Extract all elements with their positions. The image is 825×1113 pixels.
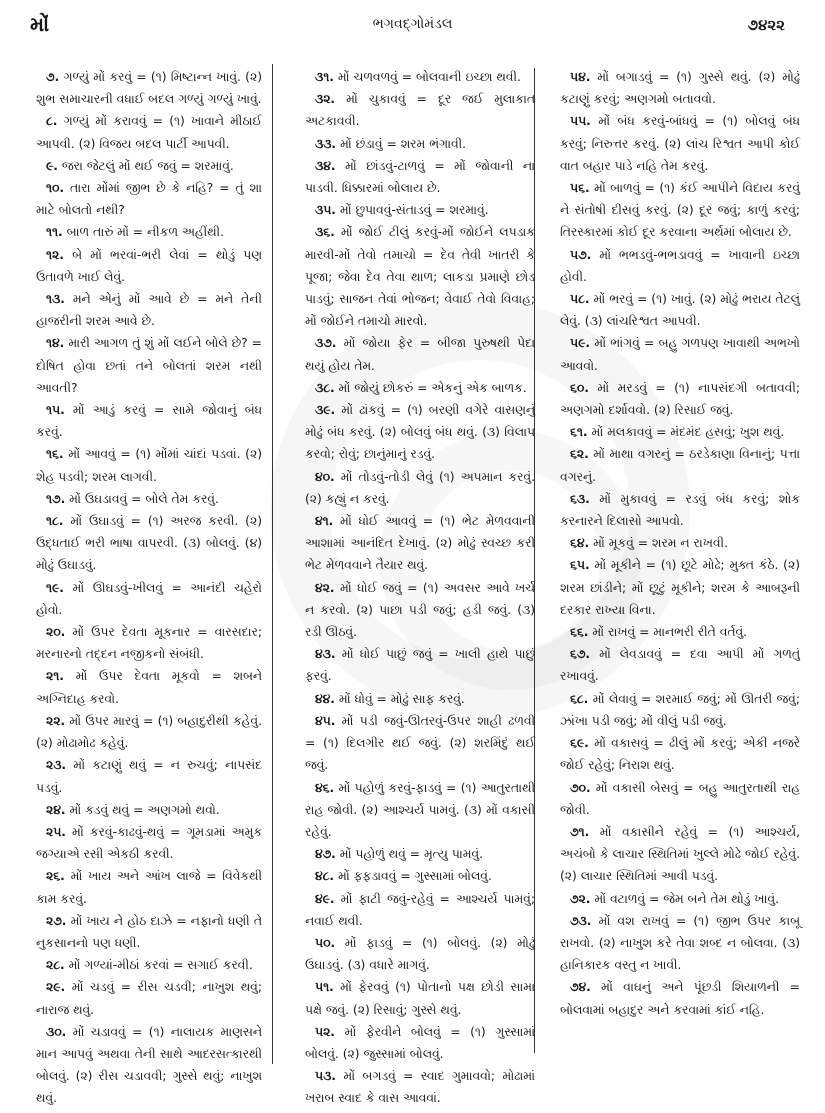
entry-text: મોં ધોઈ પાછું જવું = ખાલી હાથે પાછું ફરવું. [305,647,535,684]
dictionary-entry [305,377,535,399]
entry-number: ૬૯. [570,736,589,751]
entry-text: મોં ઉપર દેવતા મૂકવો = શબને અગ્નિદાહ કરવો. [36,669,262,706]
dictionary-entry [560,976,800,1020]
dictionary-entry [36,177,262,221]
column-right [560,66,800,1021]
dictionary-entry [305,777,535,844]
dictionary-entry [36,399,262,443]
entry-text: મોં ઉઘડાવવું = બોલે તેમ કરવું. [69,491,219,506]
entry-number: ૨૯. [46,980,66,995]
dictionary-entry [560,532,800,554]
entry-number: ૭૦. [570,780,591,795]
dictionary-entry [560,377,800,421]
entry-text: મોં ફફડાવવું = ગુસ્સામાં બોલવું. [337,869,492,884]
entry-number: ૬૫. [570,558,590,573]
entry-text: મને એનું મોં આવે છે = મને તેની હાજરીની શરમ આવે છે. [36,292,262,329]
entry-number: ૬૦. [570,380,589,395]
entry-text: મોં વકાસવું = ઢીલું મોં કરવું; એકી નજરે જોઈ રહેવું; નિરાશ થવું. [560,736,800,773]
dictionary-entry [560,488,800,532]
entry-text: મોં ફેરવવું (૧) પોતાનો પક્ષ છોડી સામા પક્ષે જવું. (૨) રિસાવું; ગુસ્સે થવું. [305,980,535,1017]
entry-number: ૪૭. [315,847,336,862]
entry-text: મોં તોડવું-તોડી લેવું (૧) અપમાન કરવું. (૨) કહ્યું ન કરવું. [305,469,535,506]
dictionary-entry [305,510,535,577]
entry-number: ૭૨. [570,891,591,906]
entry-text: મોં જોઈ ટીલું કરવું-મોં જોઈને લપડાક મારવી-મોં તેવો તમાચો = દેવ તેવી ખાતરી કે પૂજા; જેવા દેવ તેવા થાળ; લાકડા પ્રમાણે છોડ પાડવું; સાજન તેવાં ભોજન; વેવાઈ તેવો વિવાહ; મોં જોઈને તમાચો મારવો. [305,225,535,329]
dictionary-entry [560,910,800,977]
entry-number: ૫૨. [315,1024,335,1039]
entry-text: મોં મૂકીને = (૧) છૂટે મોઢે; મુક્ત કંઠે. (૨) શરમ છાંડીને; મોં છૂટું મૂકીને; શરમ કે આબરૂની દરકાર રાખ્યા વિના. [560,558,800,617]
dictionary-entry [36,244,262,288]
entry-text: મોં બાળવું = (૧) કંઈ આપીને વિદાય કરવું ને સંતોષી દીસવું કરવું. (૨) દૂર જવું; કાળું કરવું; તિરસ્કારમાં કોઈ દૂર કરવાના અર્થમાં બોલાય છે. [560,181,800,240]
dictionary-entry [305,888,535,932]
entry-number: ૨૭. [46,913,67,928]
dictionary-entry [305,932,535,976]
entry-number: ૩૫. [315,203,336,218]
entry-number: ૩૯. [315,403,336,418]
entry-number: ૬૭. [570,647,591,662]
entry-text: મોં વકાસીને રહેવું = (૧) આશ્ચર્ય, અચંબો કે લાચાર સ્થિતિમાં ખુલ્લે મોઢે જોઈ રહેવું. (૨) લાચાર સ્થિતિમાં આવી પડવું. [560,824,800,884]
entry-number: ૧૮. [46,514,64,529]
entry-number: ૪૦. [315,469,335,484]
entry-number: ૩૭. [315,336,337,351]
entry-text: મોં વાઘનું અને પૂંછડી શિયાળની = બોલવામાં બહાદુર અને કરવામાં કાંઈ નહિ. [560,980,800,1017]
entry-text: મોં ફાડવું = (૧) બોલવું. (૨) મોઢું ઉઘાડવું. (૩) વધારે માગવું. [305,935,535,973]
dictionary-entry [36,665,262,709]
entry-text: મોં વટાળવું = જેમ બને તેમ થોડું ખાવું. [594,891,779,906]
entry-number: ૪૪. [315,691,335,706]
entry-text: મોં ઉઘાડવું = (૧) અરજ કરવી. (૨) ઉદ્ધતાઈ ભરી ભાષા વાપરવી. (૩) બોલવું. (૪) મોઢું ઉઘાડવું. [36,514,262,573]
dictionary-entry [36,799,262,821]
dictionary-entry [305,66,535,88]
entry-number: ૧૩. [46,292,65,307]
dictionary-entry [560,110,800,177]
entry-text: મોં ખાય ને હોઠ દાઝે = નફાનો ધણી તે નુકસાનનો પણ ધણી. [36,913,262,950]
entry-number: ૪૧. [315,514,334,529]
dictionary-entry [36,443,262,487]
entry-number: ૯. [46,158,58,173]
entry-text: જરા જેટલું મોં થઈ જવું = શરમાવું. [61,158,234,173]
entry-text: મોં ફેરવીને બોલવું = (૧) ગુસ્સામાં બોલવું. (૨) જુસ્સામાં બોલવું. [305,1024,535,1061]
dictionary-entry [36,221,262,243]
entry-number: ૬૨. [570,447,589,462]
entry-text: મોં પડી જવું-ઊતરવું-ઉપર શાહી ઢળવી = (૧) દિલગીર થઈ જવું. (૨) શરમિંદું થઈ જવું. [305,713,535,773]
dictionary-entry [305,133,535,155]
entry-text: મોં જોયા ફેર = બીજા પુરુષથી પેદા થયું હોય તેમ. [305,336,535,373]
column-middle [305,66,535,1110]
dictionary-entry [36,332,262,399]
entry-text: મોં બગડવું = સ્વાદ ગુમાવવો; મોઢામાં ખરાબ સ્વાદ કે વાસ આવવાં. [305,1069,535,1106]
entry-number: ૧૦. [46,181,65,196]
entry-text: મોં રાખવું = માનભરી રીતે વર્તવું. [592,625,748,640]
entry-text: મોં ખાય અને આંખ લાજે = વિવેકથી કામ કરવું. [36,869,262,906]
entry-text: બાળ તારું મોં = નીકળ અહીંથી. [66,225,224,240]
entry-number: ૧૧. [46,225,63,240]
entry-text: મોં મૂકવું = શરમ ન રાખવી. [593,536,728,551]
entry-text: મોં મુકાવવું = રડવું બંધ કરવું; શોક કરનારને દિલાસો આપવો. [560,491,800,529]
entry-number: ૩૪. [315,158,336,173]
entry-text: મોં ધોવું = મોઢું સાફ કરવું. [338,691,465,706]
entry-number: ૪૮. [315,869,335,884]
entry-number: ૪૩. [315,647,336,662]
entry-number: ૭૧. [570,824,590,839]
entry-text: મોં પહોળું થવું = મૃત્યુ પામવું. [339,847,483,862]
entry-number: ૫૬. [570,181,590,196]
entry-number: ૩૬. [315,225,335,240]
dictionary-entry [36,577,262,621]
entry-number: ૨૮. [46,958,65,973]
entry-number: ૪૨. [315,580,335,595]
dictionary-entry [560,554,800,621]
dictionary-entry [36,821,262,865]
dictionary-entry [305,221,535,332]
dictionary-entry [560,643,800,687]
entry-number: ૬૪. [570,536,590,551]
dictionary-entry [305,710,535,777]
dictionary-entry [560,443,800,487]
entry-number: ૬૩. [570,491,590,506]
entry-number: ૬૮. [570,691,589,706]
entry-text: મોં ચડવું = રીસ ચડવી; નાખુશ થવું; નારાજ થવું. [36,980,262,1017]
dictionary-entry [560,888,800,910]
entry-text: મોં છંડાવું = શરમ ભંગાવી. [339,136,467,151]
entry-text: મોં ઉપર મારવું = (૧) બહાદુરીથી કહેવું. (૨) મોઢામોઢ કહેવું. [36,713,262,751]
entry-text: મોં કડવું થવું = અણગમો થવો. [69,802,220,817]
entry-text: મોં લેવડાવવું = દવા આપી મોં ગળતું રખાવવું. [560,647,800,684]
entry-text: મોં આવવું = (૧) મોંમાં ચાંદાં પડવાં. (૨) શેહ પડવી; શરમ લાગવી. [36,447,262,484]
entry-text: મોં બગાડવું = (૧) ગુસ્સે થવું. (૨) મોઢું કટાણું કરવું; અણગમો બતાવવો. [560,70,800,107]
entry-number: ૪૬. [315,780,335,795]
dictionary-entry [36,910,262,954]
dictionary-entry [36,976,262,1020]
dictionary-entry [36,754,262,798]
entry-number: ૮. [46,114,58,129]
entry-text: મોં ચુકાવવું = દૂર જઈ મુલાકાત અટકાવવી. [305,92,535,129]
entry-number: ૨૪. [46,802,66,817]
dictionary-entry [305,1021,535,1065]
entry-text: મોં લેવાવું = શરમાઈ જવું; મોં ઊતરી જવું; ઝાંખા પડી જવું; મોં વીલું પડી જવું. [560,691,800,728]
entry-number: ૫૭. [570,247,592,262]
dictionary-entry [305,643,535,687]
entry-text: મોં છાંડવું-ટાળવું = મોં જોવાની ના પાડવી. ધિક્કારમાં બોલાય છે. [305,158,535,196]
entry-text: મોં ચળવળવું = બોલવાની ઇચ્છા થવી. [337,70,521,84]
entry-number: ૫૧. [315,980,334,995]
entry-text: મોં ધોઈ આવવું = (૧) ભેટ મેળવવાની આશામાં આનંદિત દેખાવું. (૨) મોઢું સ્વચ્છ કરી ભેટ મેળવવાને તૈયાર થવું. [305,514,535,573]
entry-text: મોં મલકાવવું = મંદમંદ હસવું; ખુશ થવું. [591,425,785,440]
dictionary-entry [560,421,800,443]
entry-number: ૨૧. [46,669,64,684]
entry-number: ૩૮. [315,380,335,395]
dictionary-entry [305,466,535,510]
dictionary-entry [560,332,800,376]
entry-text: મોં જોયું છોકરું = એકનું એક બાળક. [338,380,527,395]
dictionary-entry [560,66,800,110]
dictionary-entry [305,865,535,887]
entry-number: ૫૮. [570,292,590,307]
entry-number: ૧૭. [46,491,66,506]
entry-text: મોં માથા વગરનું = ઠરડેકાણા વિનાનું; પત્તા વગરનું. [560,447,800,484]
dictionary-entry [36,1021,262,1110]
entry-text: મોં ઢાંકવું = (૧) બરણી વગેરે વાસણનું મોઢું બંધ કરવું. (૨) બોલવું બંધ થવું. (૩) વિલાપ કરવો; રોવું; છાનુંમાનું રડવું. [305,403,535,462]
dictionary-entry [305,199,535,221]
header-headword: મોં [30,12,50,36]
entry-number: ૨૩. [46,758,67,773]
entry-number: ૧૯. [46,580,64,595]
dictionary-entry [560,288,800,332]
entry-number: ૨૦. [46,625,66,640]
dictionary-entry [36,66,262,110]
dictionary-entry [560,732,800,776]
dictionary-entry [305,332,535,376]
entry-number: ૧૫. [46,403,65,418]
dictionary-entry [560,777,800,821]
entry-text: મોં ચડાવવું = (૧) નાલાયક માણસને માન આપવું અથવા તેની સાથે આદરસત્કારથી બોલવું. (૨) રીસ ચડાવવી; ગુસ્સે થવું; નાખુશ થવું. [36,1024,262,1106]
entry-text: મોં ધોઈ જવું = (૧) અવસર આવે ખર્ચ ન કરવો. (૨) પાછા પડી જવું; હડી જવું. (૩) રડી ઊઠવું. [305,580,535,640]
entry-number: ૩૧. [315,70,334,84]
column-left [36,66,262,1110]
header-title: ભગવદ્ગોમંડલ [372,16,453,32]
entry-text: મોં ગળ્યાં-મીઠાં કરવાં = સગાઈ કરવી. [68,958,253,973]
dictionary-entry [36,710,262,754]
dictionary-entry [560,244,800,288]
dictionary-entry [36,288,262,332]
entry-text: મારી આગળ તું શું મોં લઈને બોલે છે? = દોષિત હોવા છતાં તને બોલતાં શરમ નથી આવતી? [36,336,262,395]
entry-number: ૭૪. [570,980,591,995]
entry-text: મોં કરવું-કાઢવું-થવું = ગૂમડામાં અમુક જગ્યાએ રસી એકઠી કરવી. [36,824,262,862]
entry-text: મોં ભભડવું-ભભડાવવું = ખાવાની ઇચ્છા હોવી. [560,247,800,284]
entry-number: ૫૪. [570,70,591,84]
entry-text: મોં વકાસી બેસવું = બહુ આતુરતાથી રાહ જોવી. [560,780,800,817]
entry-number: ૭. [46,70,60,84]
entry-number: ૫૩. [315,1069,336,1084]
entry-text: મોં કટાણું થવું = ન રુચવું; નાપસંદ પડવું. [36,758,262,795]
entry-number: ૧૪. [46,336,65,351]
dictionary-entry [305,1065,535,1109]
column-divider [272,64,273,1064]
entry-text: મોં ઊઘડવું-ખીલવું = આનંદી ચહેરો હોવો. [36,580,262,617]
dictionary-entry [36,954,262,976]
entry-number: ૫૫. [570,114,591,129]
page-number: ૭૪૨૨ [747,16,785,34]
dictionary-entry [305,976,535,1020]
dictionary-entry [305,399,535,466]
dictionary-entry [560,621,800,643]
dictionary-entry [560,688,800,732]
dictionary-entry [305,88,535,132]
entry-number: ૬૧. [570,425,588,440]
dictionary-entry [36,488,262,510]
dictionary-entry [305,155,535,199]
entry-number: ૫૯. [570,336,591,351]
entry-number: ૫૦. [315,935,336,950]
entry-text: મોં છુપાવવું-સંતાડવું = શરમાવું. [339,203,489,218]
dictionary-entry [305,843,535,865]
dictionary-entry [560,821,800,888]
page-header [0,12,825,42]
entry-number: ૩૨. [315,92,336,107]
entry-number: ૩૦. [46,1024,67,1039]
dictionary-entry [36,155,262,177]
dictionary-entry [36,621,262,665]
entry-text: તારા મોંમાં જીભ છે કે નહિ? = તું શા માટે બોલતો નથી? [36,181,262,218]
entry-number: ૨૨. [46,713,66,728]
entry-number: ૬૬. [570,625,589,640]
entry-text: મોં બંધ કરવું-બાંધવું = (૧) બોલવું બંધ કરવું; નિરુત્તર કરવું. (૨) લાંચ રિશ્વત આપી કોઈ વાત બહાર પાડે નહિ તેમ કરવું. [560,114,800,173]
entry-text: મોં ભરવું = (૧) ખાવું. (૨) મોઢું ભરાય તેટલું લેવું. (૩) લાંચરિશ્વત આપવી. [560,292,800,329]
entry-text: મોં વશ રાખવું = (૧) જીભ ઉપર કાબૂ રાખવો. (૨) નાખુશ કરે તેવા શબ્દ ન બોલવા. (૩) હાનિકારક વસ્તુ ન ખાવી. [560,913,800,973]
entry-text: મોં ભાંગવું = બહુ ગળપણ ખાવાથી અભખો આવવો. [560,336,800,373]
dictionary-entry [36,110,262,154]
entry-number: ૪૫. [315,713,336,728]
dictionary-entry [305,577,535,644]
entry-text: મોં ઉપર દેવતા મૂકનાર = વારસદાર; મરનારનો તદ્દન નજીકનો સંબંધી. [36,625,262,662]
entry-number: ૩૩. [315,136,337,151]
dictionary-entry [305,688,535,710]
entry-number: ૧૬. [46,447,64,462]
entry-text: બે મોં ભરવાં-ભરી લેવાં = થોડું પણ ઉતાવળે ખાઈ લેવું. [36,247,262,284]
entry-number: ૪૯. [315,891,335,906]
entry-text: મોં મરડવું = (૧) નાપસંદગી બતાવવી; અણગમો દર્શાવવો. (૨) રિસાઈ જવું. [560,380,800,418]
entry-number: ૭૩. [570,913,592,928]
entry-text: ગળ્યું મોં કરવું = (૧) મિષ્ટાન્ન ખાવું. (૨) શુભ સમાચારની વધાઈ બદલ ગળ્યું ગળ્યું ખાવું. [36,70,262,107]
entry-text: ગળ્યું મોં કરાવવું = (૧) ખાવાને મીઠાઈ આપવી. (૨) વિજય બદલ પાર્ટી આપવી. [36,114,262,151]
entry-number: ૧૨. [46,247,64,262]
entry-number: ૨૫. [46,824,66,839]
entry-text: મોં આડું કરવું = સામે જોવાનું બંધ કરવું. [36,403,262,440]
entry-text: મોં ફાટી જવું-રહેવું = આશ્ચર્ય પામવું; નવાઈ થવી. [305,891,535,928]
entry-number: ૨૬. [46,869,65,884]
dictionary-entry [560,177,800,244]
dictionary-entry [36,510,262,577]
entry-text: મોં પહોળું કરવું-ફાડવું = (૧) આતુરતાથી રાહ જોવી. (૨) આશ્ચર્ય પામવું. (૩) મોં વકાસી રહેવું. [305,780,535,839]
dictionary-entry [36,865,262,909]
